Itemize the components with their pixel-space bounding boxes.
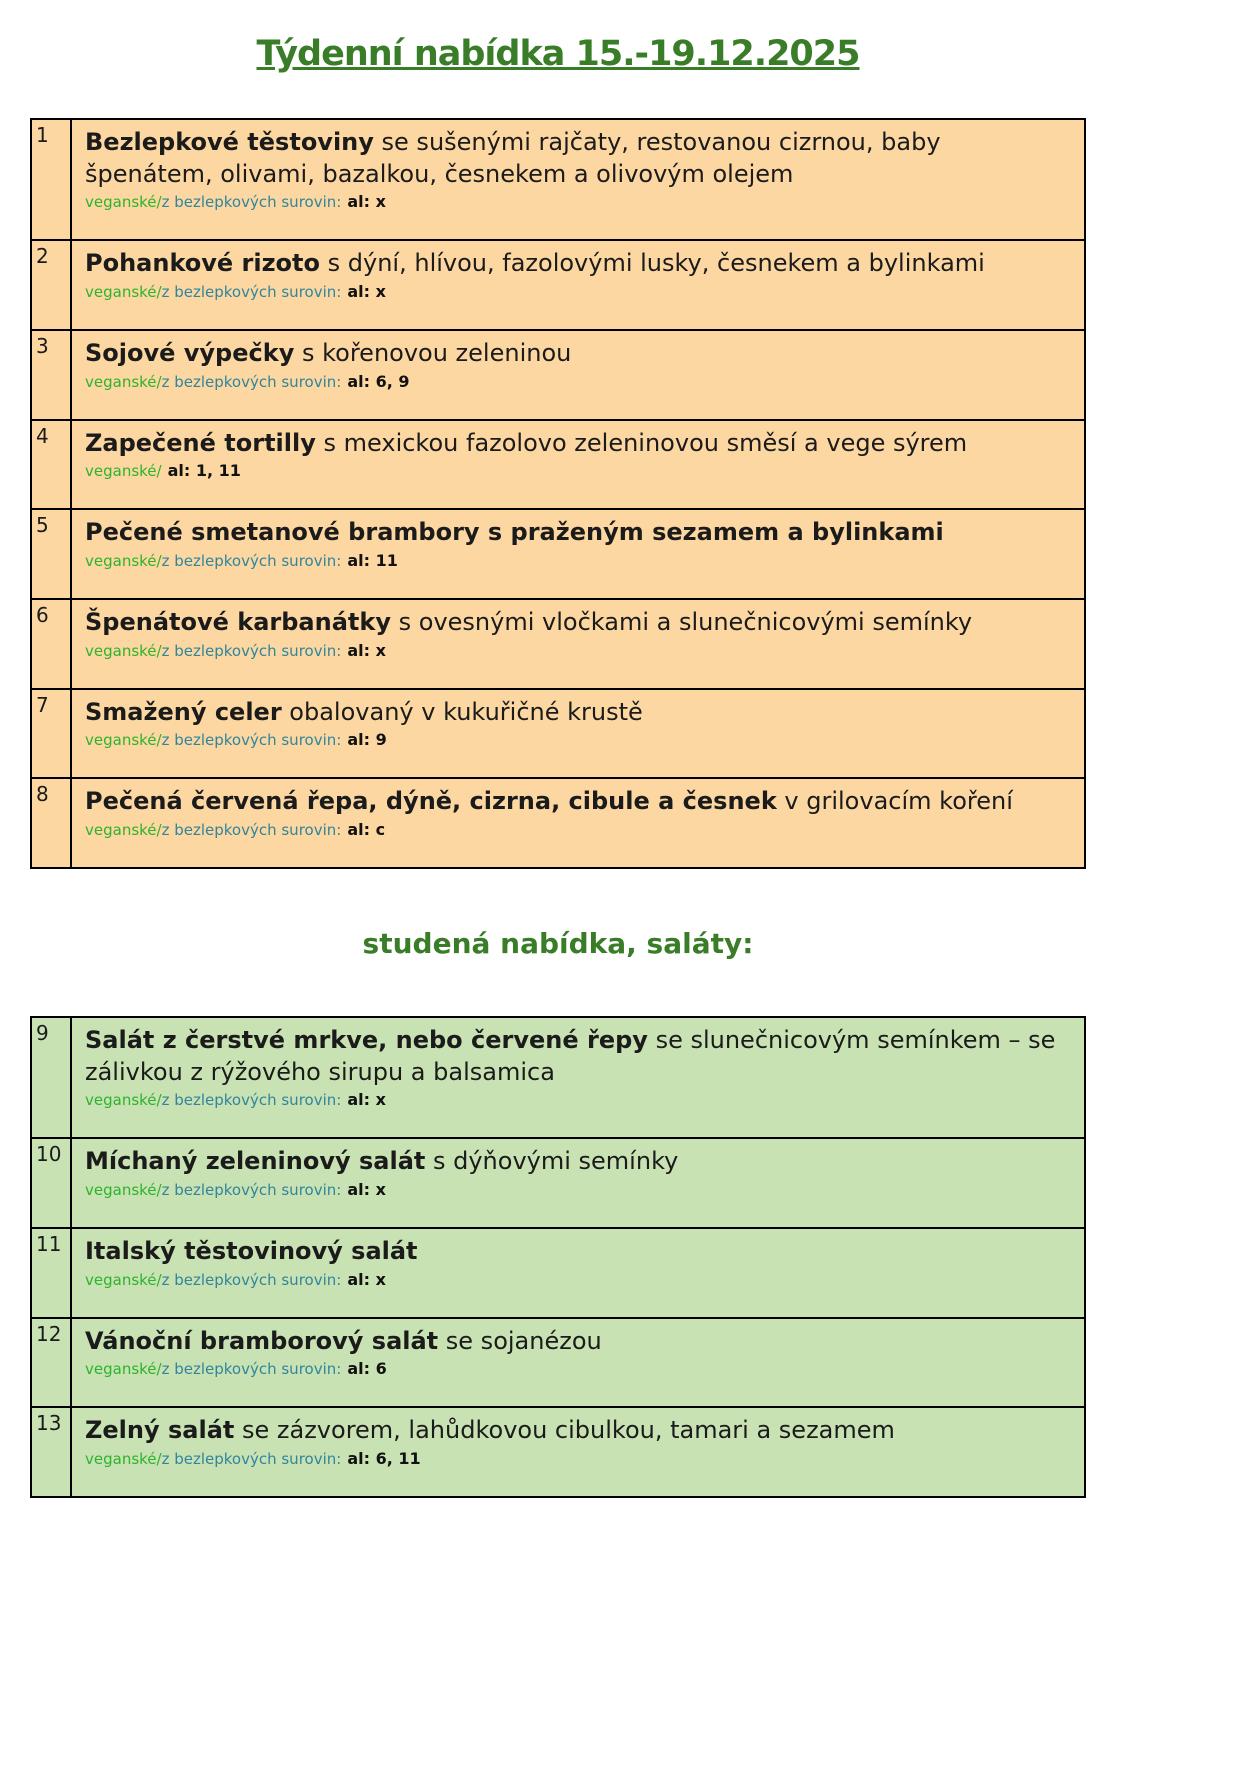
- glutenfree-label: z bezlepkových surovin:: [161, 1091, 342, 1110]
- diet-allergen-line: [85, 1449, 1070, 1469]
- dish-title: Míchaný zeleninový salát: [85, 1147, 426, 1176]
- dish-line: [85, 1326, 1070, 1358]
- allergen-info: al: x: [347, 1269, 386, 1289]
- row-number: 9: [32, 1018, 72, 1137]
- dish-title: Sojové výpečky: [85, 339, 295, 368]
- page-title: Týdenní nabídka 15.-19.12.2025: [256, 34, 860, 74]
- diet-allergen-line: [85, 1180, 1070, 1200]
- dish-line: [85, 517, 1070, 549]
- dish-title: Zapečené tortilly: [85, 428, 316, 457]
- dish-description: obalovaný v kukuřičné krustě: [281, 697, 643, 726]
- menu-row: [32, 779, 1084, 867]
- dish-description: s mexickou fazolovo zeleninovou směsí a vege sýrem: [315, 428, 968, 457]
- row-content: [72, 779, 1084, 867]
- row-number: 11: [32, 1229, 72, 1317]
- vegan-label: veganské/: [85, 283, 162, 302]
- glutenfree-label: z bezlepkových surovin:: [161, 1181, 342, 1200]
- row-content: [72, 331, 1084, 419]
- dish-title: Zelný salát: [85, 1416, 235, 1445]
- menu-row: [32, 421, 1084, 511]
- vegan-label: veganské/: [85, 1091, 162, 1110]
- glutenfree-label: z bezlepkových surovin:: [161, 821, 342, 840]
- diet-allergen-line: [85, 1090, 1070, 1110]
- dish-description: s dýní, hlívou, fazolovými lusky, česnekem a bylinkami: [320, 249, 985, 278]
- menu-row: [32, 1229, 1084, 1319]
- allergen-info: al: c: [347, 820, 386, 840]
- dish-line: [85, 127, 1070, 190]
- dish-title: Pečené smetanové brambory s praženým sezamem a bylinkami: [85, 518, 944, 547]
- allergen-info: al: 6, 9: [347, 371, 410, 391]
- row-content: [72, 120, 1084, 239]
- dish-line: [85, 1146, 1070, 1178]
- row-content: [72, 421, 1084, 509]
- menu-row: [32, 1139, 1084, 1229]
- dish-title: Pohankové rizoto: [85, 249, 321, 278]
- glutenfree-label: z bezlepkových surovin:: [161, 731, 342, 750]
- allergen-info: al: 6, 11: [347, 1449, 421, 1469]
- row-number: 8: [32, 779, 72, 867]
- vegan-label: veganské/: [85, 1181, 162, 1200]
- diet-allergen-line: [85, 641, 1070, 661]
- dish-line: [85, 428, 1070, 460]
- allergen-info: al: x: [347, 282, 386, 302]
- dish-line: [85, 697, 1070, 729]
- dish-line: [85, 1025, 1070, 1088]
- dish-description: se sušenými rajčaty, restovanou cizrnou, baby špenátem, olivami, bazalkou, česnekem a olivovým olejem: [85, 128, 941, 188]
- row-number: 12: [32, 1319, 72, 1407]
- dish-title: Bezlepkové těstoviny: [85, 128, 374, 156]
- row-content: [72, 1319, 1084, 1407]
- dish-description: s dýňovými semínky: [425, 1147, 679, 1176]
- vegan-label: veganské/: [85, 1450, 162, 1469]
- vegan-label: veganské/: [85, 462, 162, 481]
- allergen-info: al: x: [347, 1090, 386, 1110]
- row-content: [72, 600, 1084, 688]
- vegan-label: veganské/: [85, 641, 162, 660]
- diet-allergen-line: [85, 192, 1070, 212]
- diet-allergen-line: [85, 551, 1070, 571]
- vegan-label: veganské/: [85, 1360, 162, 1379]
- warm-menu-table: [30, 118, 1086, 869]
- vegan-label: veganské/: [85, 731, 162, 750]
- vegan-label: veganské/: [85, 552, 162, 571]
- dish-description: s kořenovou zeleninou: [294, 339, 572, 368]
- row-number: 6: [32, 600, 72, 688]
- dish-title: Špenátové karbanátky: [85, 608, 391, 637]
- row-number: 7: [32, 690, 72, 778]
- dish-description: v grilovacím koření: [776, 787, 1013, 816]
- menu-row: [32, 1408, 1084, 1496]
- allergen-info: al: x: [347, 192, 386, 212]
- allergen-info: al: x: [347, 640, 386, 660]
- dish-title: Smažený celer: [85, 697, 282, 726]
- cold-menu-table: [30, 1016, 1086, 1498]
- allergen-info: al: 11: [347, 551, 398, 571]
- diet-allergen-line: [85, 1270, 1070, 1290]
- row-number: 10: [32, 1139, 72, 1227]
- row-number: 2: [32, 241, 72, 329]
- allergen-info: al: 6: [347, 1359, 387, 1379]
- dish-line: [85, 786, 1070, 818]
- allergen-info: al: 9: [347, 730, 387, 750]
- glutenfree-label: z bezlepkových surovin:: [161, 1270, 342, 1289]
- glutenfree-label: z bezlepkových surovin:: [161, 372, 342, 391]
- dish-line: [85, 1415, 1070, 1447]
- allergen-info: al: x: [347, 1180, 386, 1200]
- dish-description: se zázvorem, lahůdkovou cibulkou, tamari a sezamem: [234, 1416, 895, 1445]
- row-number: 4: [32, 421, 72, 509]
- row-content: [72, 1018, 1084, 1137]
- menu-row: [32, 1018, 1084, 1139]
- row-number: 13: [32, 1408, 72, 1496]
- glutenfree-label: z bezlepkových surovin:: [161, 283, 342, 302]
- dish-line: [85, 338, 1070, 370]
- diet-allergen-line: [85, 461, 1070, 481]
- diet-allergen-line: [85, 820, 1070, 840]
- dish-title: Vánoční bramborový salát: [85, 1326, 439, 1355]
- menu-row: [32, 120, 1084, 241]
- glutenfree-label: z bezlepkových surovin:: [161, 641, 342, 660]
- glutenfree-label: z bezlepkových surovin:: [161, 552, 342, 571]
- dish-title: Pečená červená řepa, dýně, cizrna, cibule a česnek: [85, 787, 777, 816]
- row-content: [72, 690, 1084, 778]
- row-content: [72, 1408, 1084, 1496]
- diet-allergen-line: [85, 282, 1070, 302]
- diet-allergen-line: [85, 372, 1070, 392]
- dish-line: [85, 248, 1070, 280]
- dish-description: s ovesnými vločkami a slunečnicovými semínky: [391, 608, 973, 637]
- menu-row: [32, 241, 1084, 331]
- menu-row: [32, 600, 1084, 690]
- menu-row: [32, 510, 1084, 600]
- dish-title: Salát z čerstvé mrkve, nebo červené řepy: [85, 1026, 648, 1055]
- diet-allergen-line: [85, 1359, 1070, 1379]
- menu-row: [32, 690, 1084, 780]
- menu-row: [32, 1319, 1084, 1409]
- vegan-label: veganské/: [85, 821, 162, 840]
- vegan-label: veganské/: [85, 372, 162, 391]
- row-content: [72, 241, 1084, 329]
- dish-line: [85, 1236, 1070, 1268]
- glutenfree-label: z bezlepkových surovin:: [161, 1360, 342, 1379]
- dish-description: se slunečnicovým semínkem – se zálivkou z rýžového sirupu a balsamica: [85, 1026, 1056, 1086]
- row-number: 3: [32, 331, 72, 419]
- menu-page: [30, 34, 1086, 1498]
- row-number: 1: [32, 120, 72, 239]
- dish-description: se sojanézou: [438, 1326, 602, 1355]
- glutenfree-label: z bezlepkových surovin:: [161, 1450, 342, 1469]
- row-content: [72, 1229, 1084, 1317]
- cold-section-header: studená nabídka, saláty:: [362, 927, 754, 961]
- glutenfree-label: z bezlepkových surovin:: [161, 193, 342, 212]
- row-content: [72, 1139, 1084, 1227]
- vegan-label: veganské/: [85, 193, 162, 212]
- diet-allergen-line: [85, 730, 1070, 750]
- allergen-info: al: 1, 11: [167, 461, 241, 481]
- dish-title: Italský těstovinový salát: [85, 1237, 418, 1266]
- menu-row: [32, 331, 1084, 421]
- dish-line: [85, 607, 1070, 639]
- vegan-label: veganské/: [85, 1270, 162, 1289]
- row-content: [72, 510, 1084, 598]
- row-number: 5: [32, 510, 72, 598]
